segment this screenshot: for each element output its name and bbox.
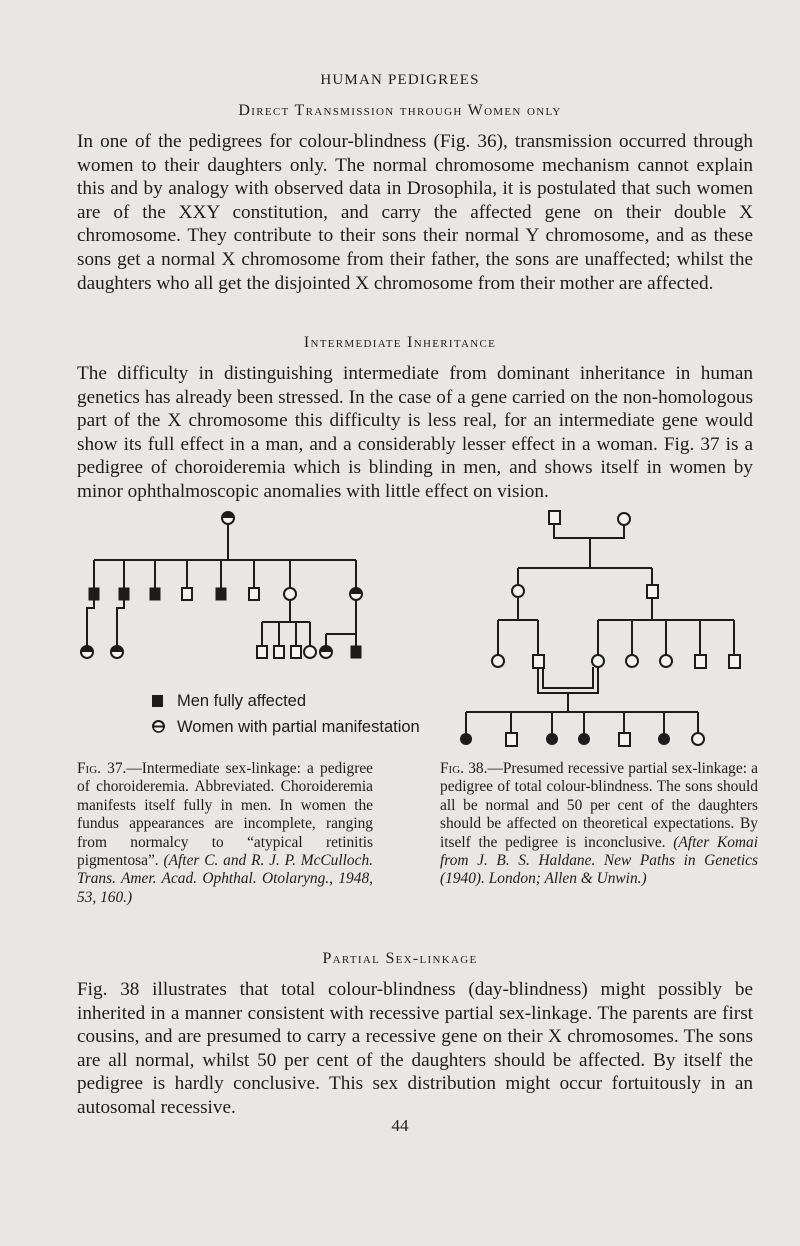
fig38-normal-man xyxy=(506,733,517,746)
paragraph-partial: Fig. 38 illustrates that total colour-blindness (day-blindness) might possibly be inherited in a manner consistent with recessive partial sex-linkage. The parents are first cousins, and are presumed to carry a recessive gene on their X chromosomes. The sons are all normal, whilst 50 per cent of the daughters should be affected. By itself the pedigree is hardly conclusive. This sex distribution might occur fortuitously in an autosomal recessive. xyxy=(77,979,753,1118)
fig38-affected-woman xyxy=(658,733,670,745)
fig37-caption-source: (After C. and R. J. P. McCulloch. Trans. Amer. Acad. Ophthal. Otolaryng., 1948, 53, 160.) xyxy=(77,852,373,906)
section-heading-direct: Direct Transmission through Women only xyxy=(238,102,562,119)
fig38-normal-man xyxy=(533,655,544,668)
fig38-normal-man xyxy=(619,733,630,746)
fig37-affected-man xyxy=(119,588,129,600)
fig38-normal-woman xyxy=(592,655,604,667)
fig38-normal-woman xyxy=(660,655,672,667)
fig38-normal-woman xyxy=(492,655,504,667)
fig38-affected-woman xyxy=(578,733,590,745)
fig37-affected-man xyxy=(150,588,160,600)
fig38-affected-woman xyxy=(460,733,472,745)
fig37-caption: Fig. 37.—Intermediate sex-linkage: a pedigree of choroideremia. Abbreviated. Choroideremia manifests itself fully in men. In women the fundus appearances are incomplete, ranging from normalcy to “atypical retinitis pigmentosa”. (After C. and R. J. P. McCulloch. Trans. Amer. Acad. Ophthal. Otolaryng., 1948, 53, 160.) xyxy=(77,760,373,906)
fig37-carrier-woman xyxy=(111,646,123,658)
fig38-pedigree xyxy=(400,505,800,755)
fig38-normal-woman xyxy=(618,513,630,525)
fig37-normal-woman xyxy=(284,588,296,600)
fig37-legend-women: Women with partial manifestation xyxy=(152,718,420,737)
paragraph-intermediate: The difficulty in distinguishing intermediate from dominant inheritance in human genetics has already been stressed. In the case of a gene carried on the non-homologous part of the X chromosome this difficulty is less real, for an intermediate gene would show its full effect in a man, and a considerably lesser effect in a woman. Fig. 37 is a pedigree of choroideremia which is blinding in men, and shows itself in women by minor ophthalmoscopic anomalies with little effect on vision. xyxy=(77,363,753,502)
fig38-normal-man xyxy=(647,585,658,598)
fig37-affected-man xyxy=(216,588,226,600)
fig37-normal-man xyxy=(291,646,301,658)
fig37-legend-men: Men fully affected xyxy=(152,692,306,711)
fig38-normal-woman xyxy=(692,733,704,745)
half-filled-circle-icon xyxy=(152,720,165,733)
section-heading-partial: Partial Sex-linkage xyxy=(322,950,478,967)
fig38-normal-woman xyxy=(512,585,524,597)
filled-square-icon xyxy=(152,695,163,707)
fig37-normal-man xyxy=(274,646,284,658)
fig38-caption: Fig. 38.—Presumed recessive partial sex-linkage: a pedigree of total colour-blindness. The sons should all be normal and 50 per cent of the daughters should be affected on theoretical expectations. By itself the pedigree is inconclusive. (After Komai from J. B. S. Haldane. New Paths in Genetics (1940). London; Allen & Unwin.) xyxy=(440,760,758,888)
fig38-normal-man xyxy=(729,655,740,668)
fig38-normal-woman xyxy=(626,655,638,667)
fig37-affected-man xyxy=(89,588,99,600)
fig38-caption-source: (After Komai from J. B. S. Haldane. New Paths in Genetics (1940). London; Allen & Unwin.) xyxy=(440,833,758,888)
page-number: 44 xyxy=(391,1116,409,1135)
fig38-normal-man xyxy=(695,655,706,668)
fig37-affected-man xyxy=(351,646,361,658)
paragraph-direct: In one of the pedigrees for colour-blindness (Fig. 36), transmission occurred through women to their daughters only. The normal chromosome mechanism cannot explain this and by analogy with observed data in Drosophila, it is postulated that such women are of the XXY constitution, and carry the affected gene on their double X chromosome. They contribute to their sons their normal Y chromosome, and as these sons get a normal X chromosome from their father, the sons are unaffected; whilst the daughters who all get the disjointed X chromosome from their mother are affected. xyxy=(77,131,753,294)
fig37-normal-man xyxy=(257,646,267,658)
fig37-normal-man xyxy=(249,588,259,600)
fig37-carrier-woman xyxy=(320,646,332,658)
section-heading-intermediate: Intermediate Inheritance xyxy=(303,334,497,351)
fig38-affected-woman xyxy=(546,733,558,745)
fig37-carrier-woman xyxy=(81,646,93,658)
fig37-carrier-woman xyxy=(350,588,362,600)
fig37-founder-woman xyxy=(222,512,234,524)
fig38-normal-man xyxy=(549,511,560,524)
running-head: HUMAN PEDIGREES xyxy=(320,72,480,88)
fig37-normal-woman xyxy=(304,646,316,658)
fig37-pedigree xyxy=(0,500,400,680)
fig37-normal-man xyxy=(182,588,192,600)
